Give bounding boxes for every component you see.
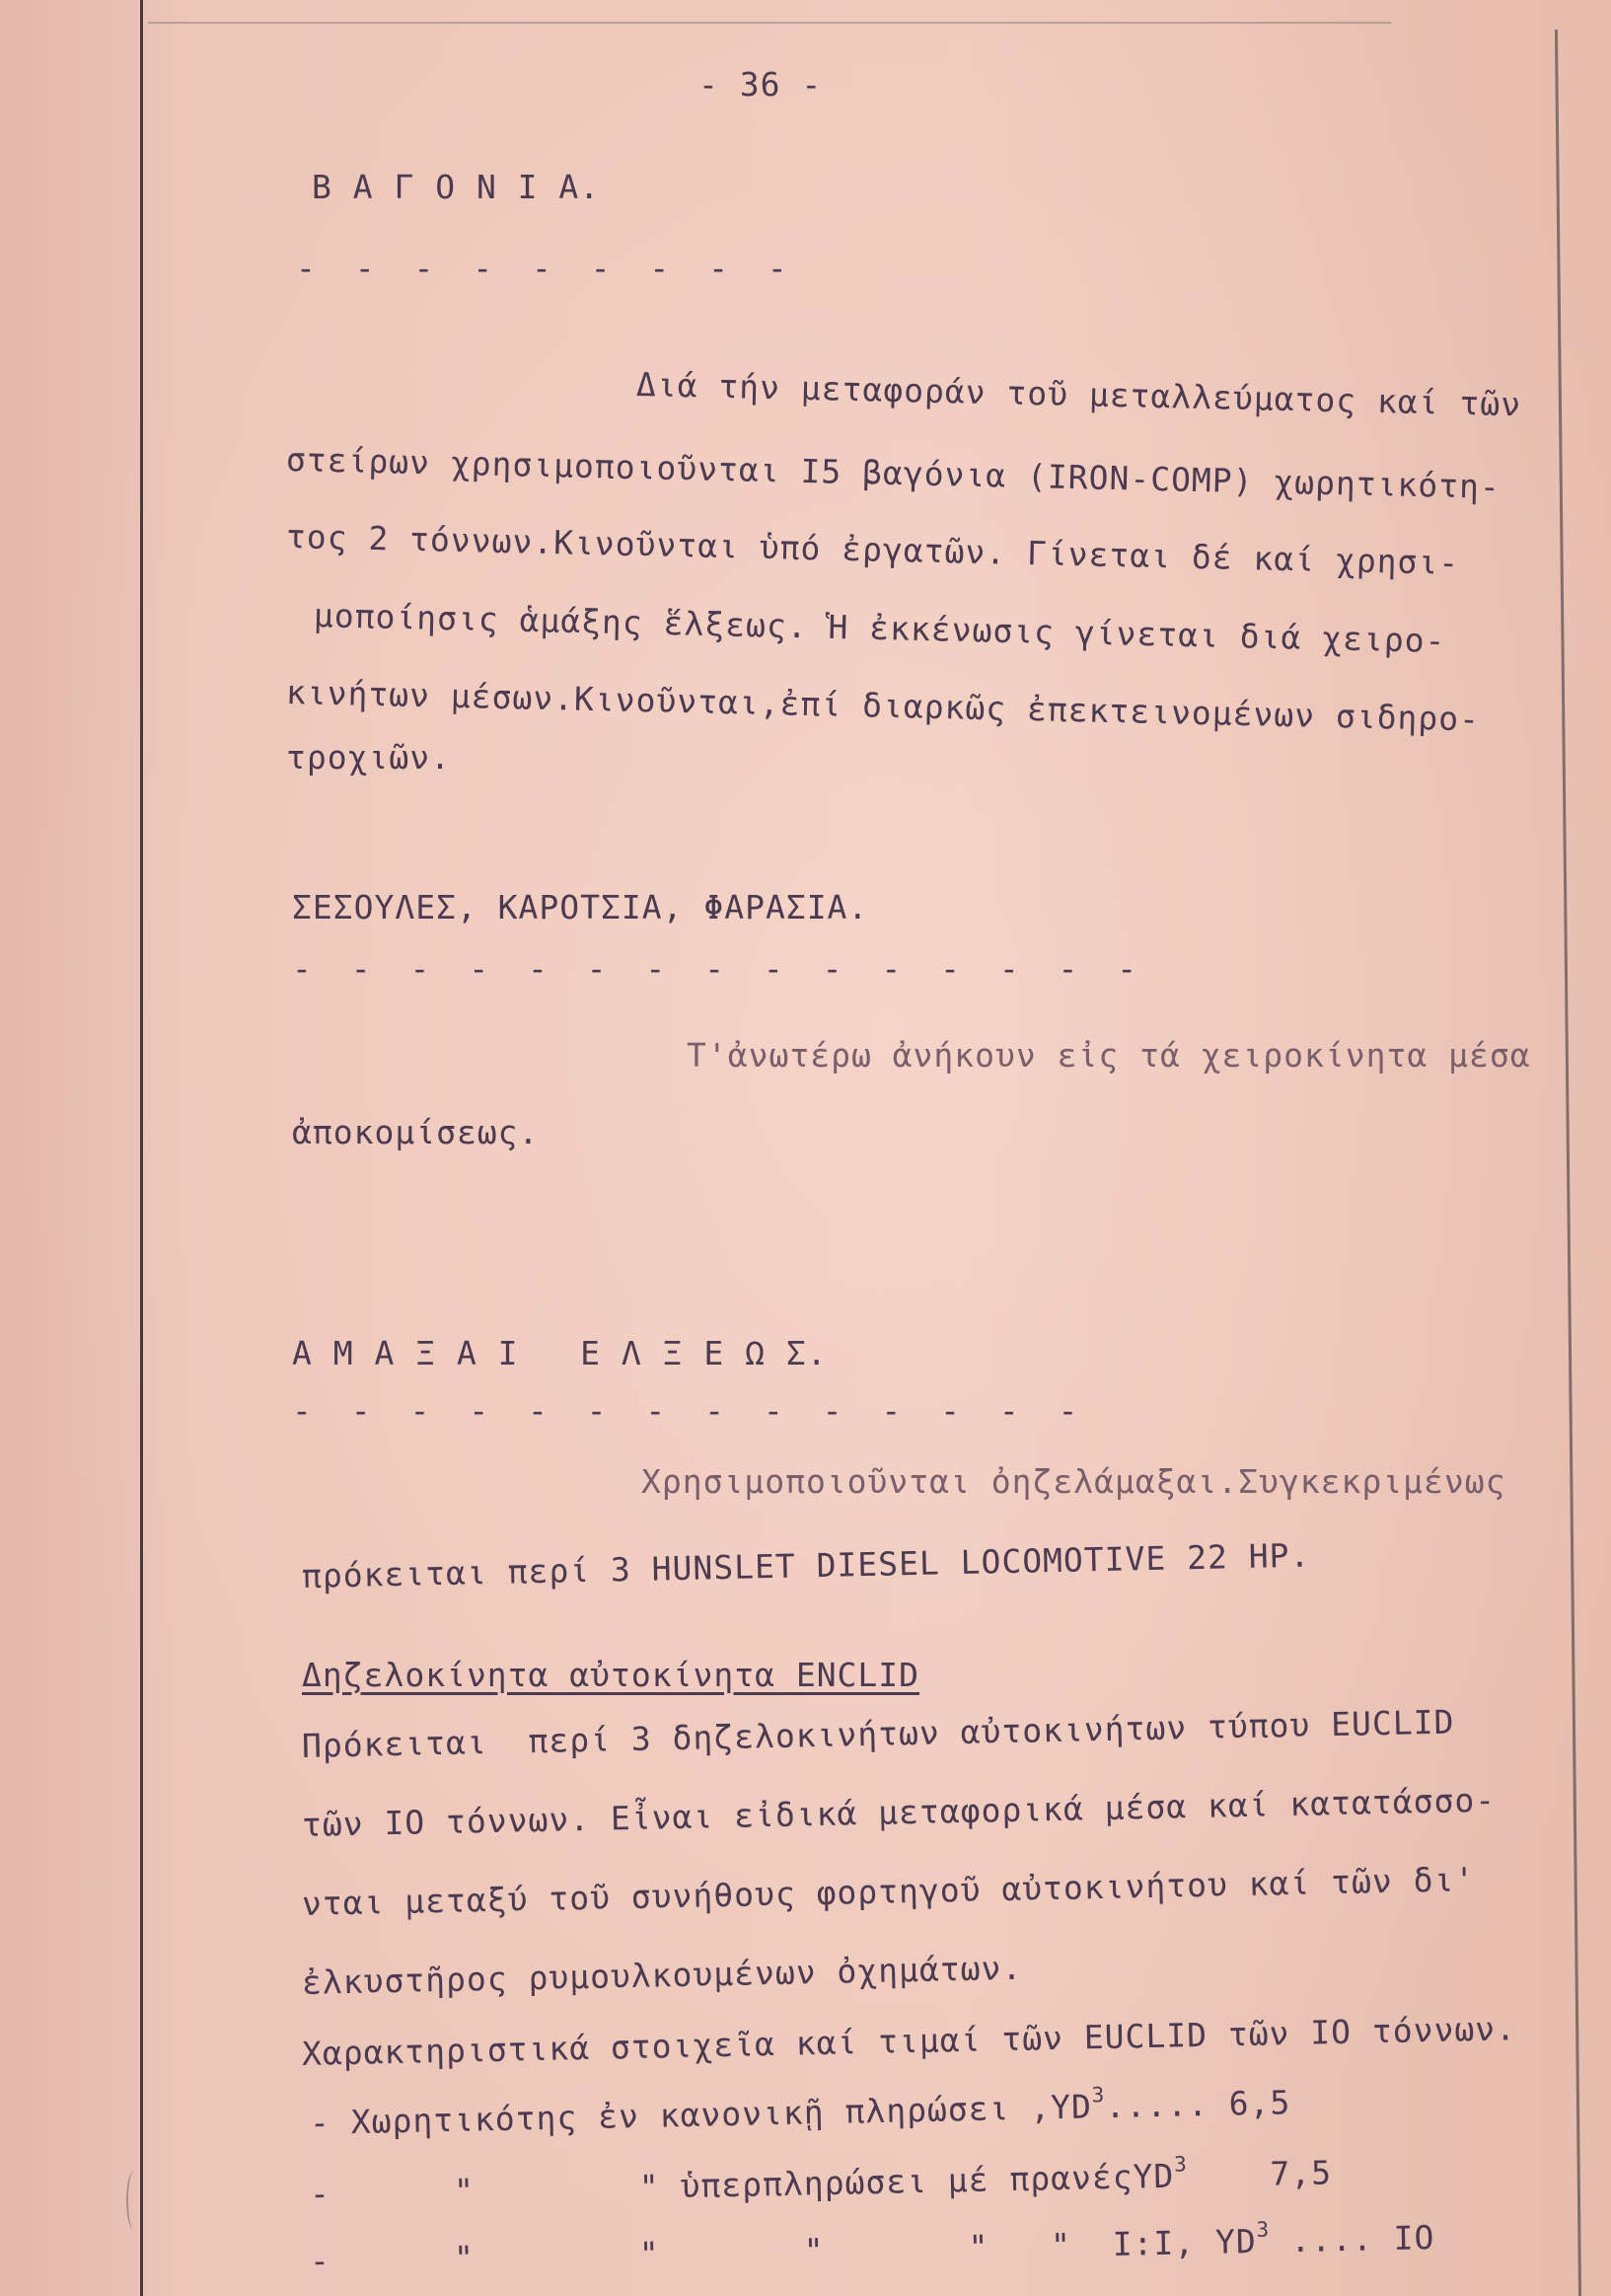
paragraph-line: Τ'ἀνωτέρω ἀνήκουν εἰς τά χειροκίνητα μέσα <box>687 1036 1531 1074</box>
paragraph-line: ἐλκυστῆρος ρυμουλκουμένων ὀχημάτων. <box>301 1948 1023 2002</box>
section-heading-vagonia: Β Α Γ Ο Ν Ι Α. <box>312 168 601 206</box>
paragraph-line: στείρων χρησιμοποιοῦνται Ι5 βαγόνια (IRON-COMP) χωρητικότη- <box>285 440 1501 506</box>
heading-rule-sesoules: - - - - - - - - - - - - - - - <box>292 949 1147 988</box>
spec-unit-exponent: 3 <box>1091 2083 1106 2108</box>
paragraph-line: τροχιῶν. <box>286 738 451 777</box>
section-heading-sesoules: ΣΕΣΟΥΛΕΣ, ΚΑΡΟΤΣΙΑ, ΦΑΡΑΣΙΑ. <box>292 888 869 926</box>
paragraph-line: Διά τήν μεταφοράν τοῦ μεταλλεύματος καί τῶν <box>635 365 1522 424</box>
section-heading-euclid: Δηζελοκίνητα αὐτοκίνητα ENCLID <box>302 1656 920 1694</box>
paragraph-line: πρόκειται περί 3 HUNSLET DIESEL LOCOMOTIVE 22 HP. <box>301 1535 1311 1595</box>
paragraph-line: τος 2 τόννων.Κινοῦνται ὑπό ἐργατῶν. Γίνεται δέ καί χρησι- <box>285 517 1460 582</box>
paragraph-line: τῶν ΙΟ τόννων. Εἶναι εἰδικά μεταφορικά μέσα καί κατατάσσο- <box>301 1780 1497 1844</box>
paragraph-line: Πρόκειται περί 3 δηζελοκινήτων αὐτοκινήτων τύπου EUCLID <box>301 1702 1455 1765</box>
spec-row <box>310 2214 1435 2280</box>
spec-unit-exponent: 3 <box>1173 2152 1188 2177</box>
paper-right-edge <box>1555 30 1581 2296</box>
paragraph-line: νται μεταξύ τοῦ συνήθους φορτηγοῦ αὐτοκινήτου καί τῶν δι' <box>301 1860 1476 1923</box>
paragraph-line: μοποίησις ἁμάξης ἕλξεως. Ἡ ἐκκένωσις γίνεται διά χειρο- <box>313 596 1446 661</box>
page-number: - 36 - <box>698 65 823 104</box>
paragraph-line: κινήτων μέσων.Κινοῦνται,ἐπί διαρκῶς ἐπεκτεινομένων σιδηρο- <box>285 673 1481 739</box>
spec-value: 7,5 <box>1187 2153 1333 2195</box>
spec-label: - " " " " " Ι:Ι, YD <box>309 2221 1258 2280</box>
heading-rule-amaxai: - - - - - - - - - - - - - - <box>292 1391 1088 1430</box>
spec-value: .... ΙΟ <box>1269 2218 1435 2260</box>
section-heading-amaxai: Α Μ Α Ξ Α Ι Ε Λ Ξ Ε Ω Σ. <box>292 1334 828 1372</box>
pencil-mark <box>126 2171 142 2230</box>
spec-unit-exponent: 3 <box>1256 2217 1271 2242</box>
spec-row <box>310 2149 1333 2213</box>
paragraph-line: ἀποκομίσεως. <box>292 1113 540 1151</box>
spec-row <box>310 2079 1291 2142</box>
spec-label: - Χωρητικότης ἐν κανονικῇ πληρώσει ,YD <box>309 2087 1093 2142</box>
binding-margin-line <box>140 0 143 2296</box>
paper-top-edge <box>148 22 1391 24</box>
paragraph-line: Χαρακτηριστικά στοιχεῖα καί τιμαί τῶν EUCLID τῶν ΙΟ τόννων. <box>301 2009 1517 2073</box>
spec-value: ..... 6,5 <box>1105 2083 1291 2126</box>
heading-rule-vagonia: - - - - - - - - - <box>296 249 797 287</box>
spec-label: - " " ὑπερπληρώσει μέ πρανέςYD <box>309 2156 1175 2213</box>
paragraph-line: Χρησιμοποιοῦνται ὀηζελάμαξαι.Συγκεκριμένως <box>641 1462 1506 1501</box>
